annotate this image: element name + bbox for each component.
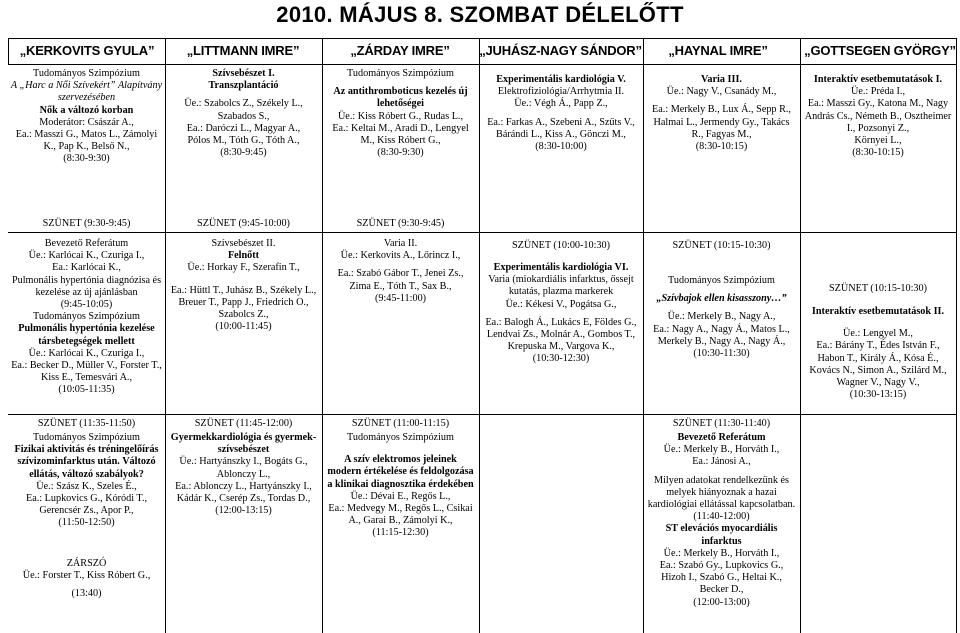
grid-line [8, 232, 956, 233]
session-chairs: Üe.: Karlócai K., Czuriga I., [28, 250, 145, 262]
session-title: Bevezető Referátum [677, 432, 766, 443]
page-title: 2010. MÁJUS 8. SZOMBAT DÉLELŐTT [276, 2, 684, 27]
session-title: társbetegségek mellett [38, 335, 135, 347]
closing-title: ZÁRSZÓ [66, 557, 107, 569]
session-chairs: Üe.: Dévai E., Regős L., [350, 490, 451, 502]
session-kerkovits-1 [8, 68, 165, 166]
session-speakers: Merkely B., Nagy A., Nagy Á., [657, 335, 786, 347]
session-time: (9:45-10:05) [60, 299, 113, 311]
session-speakers: Habon T., Király Á., Kósa É., [817, 352, 939, 364]
session-title: Szívsebészet I. [212, 68, 275, 79]
session-title: Interaktív esetbemutatások II. [811, 306, 945, 317]
session-type: Tudományos Szimpózium [347, 432, 454, 443]
session-organizer: szervezésében [57, 92, 116, 104]
session-chairs: Szabados S., [217, 110, 270, 122]
session-speakers: Wagner V., Nagy V., [836, 377, 920, 389]
grid-line [8, 38, 9, 64]
grid-line [956, 38, 957, 633]
session-speakers: Bárándi L., Kiss A., Gönczi M., [496, 128, 626, 140]
break-label: SZÜNET (10:15-10:30) [672, 240, 771, 251]
session-speakers: Zima E., Tóth T., Sax B., [349, 280, 452, 292]
session-title: szívsebészet [217, 444, 270, 456]
session-juhasz-nagy-2 [479, 262, 643, 366]
session-subtitle: kutatás, plazma markerek [508, 286, 614, 298]
session-type: Tudományos Szimpózium [33, 432, 140, 443]
session-chairs: Üe.: Forster T., Kiss Róbert G., [22, 569, 151, 581]
session-zarday-1 [322, 68, 479, 159]
session-title: lehetőségei [377, 98, 424, 110]
session-haynal-2 [643, 275, 800, 360]
session-title: ST elevációs myocardiális [665, 523, 778, 535]
session-speakers: R., Fagyas M., [691, 128, 752, 140]
break-label: SZÜNET (11:35-11:50) [37, 418, 136, 429]
session-subtitle: Varia (miokardiális infarktus, őssejt [488, 274, 634, 286]
session-chairs: Üe.: Merkely B., Nagy A., [667, 311, 776, 323]
session-title: ellátás, változó szabályok? [29, 468, 144, 480]
session-haynal-3 [643, 432, 800, 609]
session-chairs: Üe.: Préda I., [850, 86, 906, 98]
session-speakers: Ea.: Bárány T., Édes István F., [816, 340, 940, 352]
session-title: Varia III. [701, 74, 742, 85]
session-juhasz-nagy-1 [479, 74, 643, 153]
session-speakers: András Cs., Németh B., Osztheimer [804, 110, 952, 122]
session-chairs: Üe.: Hartyánszky I., Bogáts G., [179, 456, 308, 468]
session-speakers: Ea.: Szabó Gy., Lupkovics G., [659, 560, 784, 572]
session-time: (12:00-13:00) [693, 596, 750, 608]
session-speakers: Ea.: Nagy A., Nagy Á., Matos L., [653, 323, 790, 335]
session-chairs: Üe.: Szász K., Szeles É., [36, 480, 137, 492]
session-littmann-2 [165, 238, 322, 333]
session-type: Tudományos Szimpózium [347, 68, 454, 79]
session-time: (8:30-9:30) [63, 153, 110, 165]
session-gottsegen-2 [800, 306, 956, 401]
session-title: Experimentális kardiológia VI. [493, 262, 629, 273]
session-title: Pulmonális hypertónia kezelése [18, 323, 155, 335]
session-subtitle: Transzplantáció [208, 80, 279, 92]
session-littmann-1 [165, 68, 322, 159]
session-time: (8:30-9:30) [377, 147, 424, 159]
session-speakers: Ea.: Medvegy M., Regős L., Csikai [328, 503, 473, 515]
session-time: (8:30-9:45) [220, 147, 267, 159]
hall-header-littmann: „LITTMANN IMRE” [186, 43, 300, 58]
session-subtitle: Felnőtt [227, 250, 260, 262]
grid-line [8, 414, 956, 415]
session-speakers: Szabolcs Z., [218, 309, 269, 321]
session-chairs: Üe.: Merkely B., Horváth I., [663, 444, 780, 456]
session-time: (9:45-11:00) [374, 292, 427, 304]
talk-title: kardiológiai ellátással kapcsolatban. [647, 499, 796, 511]
session-time: (8:30-10:15) [695, 141, 748, 153]
session-speakers: Breuer T., Papp J., Friedrich O., [178, 296, 309, 308]
session-speakers: A., Garai B., Zámolyi K., [348, 515, 453, 527]
session-speakers: Kovács N., Simon A., Szilárd M., [809, 364, 947, 376]
session-time: (13:40) [71, 588, 102, 600]
session-chairs: Üe.: Karlócai K., Czuriga I., [28, 347, 145, 359]
session-speakers: Halmai L., Jermendy Gy., Takács [653, 116, 790, 128]
session-chairs: Üe.: Merkely B., Horváth I., [663, 547, 780, 559]
session-title: infarktus [701, 535, 742, 547]
session-speakers: Kádár K., Cserép Zs., Tordas D., [176, 493, 311, 505]
session-title: Interaktív esetbemutatások I. [813, 74, 943, 85]
session-speakers: Ea.: Karlócai K., [52, 262, 121, 274]
break-label: SZÜNET (11:45-12:00) [194, 418, 293, 429]
session-chairs: Üe.: Szabolcs Z., Székely L., [184, 98, 303, 110]
break-label: SZÜNET (11:30-11:40) [672, 418, 771, 429]
session-chairs: Üe.: Nagy V., Csanády M., [666, 86, 777, 98]
session-type: Tudományos Szimpózium [668, 275, 775, 286]
session-speakers: Ea.: Hüttl T., Juhász B., Székely L., [170, 284, 317, 296]
session-littmann-3 [165, 432, 322, 517]
session-speakers: Gerencsér Zs., Apor P., [39, 505, 134, 517]
session-time: (10:05-11:35) [58, 384, 115, 396]
session-speakers: Lendvai Zs., Molnár A., Gombos T., [486, 329, 636, 341]
session-chairs: Üe.: Kiss Róbert G., Rudas L., [337, 110, 464, 122]
session-time: (11:15-12:30) [372, 527, 429, 539]
session-gottsegen-1 [800, 74, 956, 159]
hall-header-gottsegen: „GOTTSEGEN GYÖRGY” [804, 43, 956, 58]
session-chairs: Üe.: Kékesi V., Pogátsa G., [505, 298, 617, 310]
break-label: SZÜNET (10:00-10:30) [512, 240, 610, 251]
session-organizer: A „Harc a Női Szívekért” Alapítvány [10, 80, 163, 92]
session-title: Experimentális kardiológia V. [496, 74, 626, 85]
session-type: Tudományos Szimpózium [33, 68, 140, 79]
session-speakers: Ea.: Ablonczy L., Hartyánszky I., [175, 480, 312, 492]
grid-line [8, 38, 956, 39]
session-speakers: Ea.: Jánosi A., [692, 456, 751, 468]
session-speakers: Ea.: Szabó Gábor T., Jenei Zs., [337, 268, 464, 280]
session-time: (10:30-12:30) [532, 353, 590, 365]
hall-header-juhasz-nagy: „JUHÁSZ-NAGY SÁNDOR” [479, 43, 642, 58]
session-title: modern értékelése és feldolgozása [327, 466, 474, 478]
session-time: (10:30-13:15) [849, 389, 907, 401]
talk-title: Milyen adatokat rendelkezünk és [654, 474, 789, 486]
session-title: Szívsebészet II. [211, 238, 276, 249]
session-speakers: Hizoh I., Szabó G., Heltai K., [661, 572, 782, 584]
session-time: (12:00-13:15) [215, 505, 272, 517]
grid-line [8, 64, 956, 65]
session-type: Tudományos Szimpózium [33, 311, 140, 323]
session-title: A szív elektromos jeleinek [344, 454, 457, 466]
session-speakers: Kiss E., Temesvári A., [40, 372, 133, 384]
session-chairs: Üe.: Horkay F., Szerafin T., [187, 262, 300, 274]
session-time: (11:40-12:00) [693, 511, 750, 523]
session-zarday-3 [322, 432, 479, 540]
talk-title: Pulmonális hypertónia diagnózisa és [11, 274, 162, 286]
session-speakers: Becker D., [699, 584, 744, 596]
session-time: (10:30-11:30) [693, 348, 750, 360]
session-time: (8:30-10:15) [852, 147, 904, 159]
session-title: „Szívbajok ellen kisasszony…” [656, 293, 787, 305]
session-speakers: Ea.: Keltai M., Aradi D., Lengyel [332, 122, 469, 134]
session-speakers: I., Pozsonyi Z., [846, 122, 910, 134]
break-label: SZÜNET (11:00-11:15) [351, 418, 450, 429]
session-speakers: Ea.: Becker D., Müller V., Forster T., [11, 360, 162, 372]
session-subtitle: Elektrofiziológia/Arrhytmia II. [497, 86, 625, 98]
session-chairs: Üe.: Kerkovits A., Lőrincz I., [340, 250, 461, 262]
session-haynal-1 [643, 74, 800, 153]
session-speakers: Ea.: Masszi Gy., Katona M., Nagy [807, 98, 949, 110]
session-speakers: M., Kiss Róbert G., [360, 135, 441, 147]
session-speakers: Ea.: Lupkovics G., Kóródi T., [25, 493, 147, 505]
hall-header-zarday: „ZÁRDAY IMRE” [350, 43, 450, 58]
session-speakers: Ea.: Farkas A., Szebeni A., Szűts V., [487, 116, 635, 128]
session-speakers: Krepuska M., Vargova K., [507, 341, 615, 353]
session-kerkovits-3 [8, 432, 165, 600]
session-speakers: Ea.: Daróczi L., Magyar A., [186, 122, 301, 134]
session-zarday-2 [322, 238, 479, 305]
session-kerkovits-2 [8, 238, 165, 397]
session-chairs: Moderátor: Császár A., [39, 116, 134, 128]
talk-title: melyek hiányoznak a hazai [666, 486, 777, 498]
session-title: Fizikai aktivitás és tréningelőírás [14, 444, 159, 456]
session-chairs: Üe.: Lengyel M., [843, 328, 913, 340]
session-chairs: Ablonczy L., [216, 468, 271, 480]
session-chairs: Üe.: Végh Á., Papp Z., [514, 98, 608, 110]
session-title: szívizominfarktus után. Változó [17, 456, 156, 468]
session-title: Nők a változó korban [39, 104, 134, 116]
session-time: (10:00-11:45) [215, 321, 272, 333]
session-speakers: Környei L., [854, 135, 902, 147]
session-time: (11:50-12:50) [58, 517, 115, 529]
session-speakers: Pólos M., Tóth G., Tóth A., [187, 135, 300, 147]
session-title: Bevezető Referátum [44, 238, 129, 249]
session-time: (8:30-10:00) [535, 141, 587, 153]
hall-header-kerkovits: „KERKOVITS GYULA” [19, 43, 155, 58]
break-label: SZÜNET (9:30-9:45) [356, 218, 445, 229]
session-speakers: Ea.: Balogh Á., Lukács E, Földes G., [485, 316, 637, 328]
session-title: Varia II. [383, 238, 418, 249]
talk-title: kezelése az új ajánlásban [35, 286, 138, 298]
session-title: Az antithromboticus kezelés új [333, 86, 468, 98]
break-label: SZÜNET (9:30-9:45) [42, 218, 131, 229]
session-speakers: Ea.: Merkely B., Lux Á., Sepp R., [652, 104, 791, 116]
break-label: SZÜNET (10:15-10:30) [829, 283, 927, 294]
session-title: a klinikai diagnosztika érdekében [327, 478, 474, 490]
hall-header-haynal: „HAYNAL IMRE” [668, 43, 768, 58]
session-title: Gyermekkardiológia és gyermek- [170, 432, 317, 443]
session-speakers: K., Pap K., Belső N., [43, 141, 130, 153]
break-label: SZÜNET (9:45-10:00) [197, 218, 290, 229]
session-speakers: Ea.: Masszi G., Matos L., Zámolyi [15, 129, 158, 141]
